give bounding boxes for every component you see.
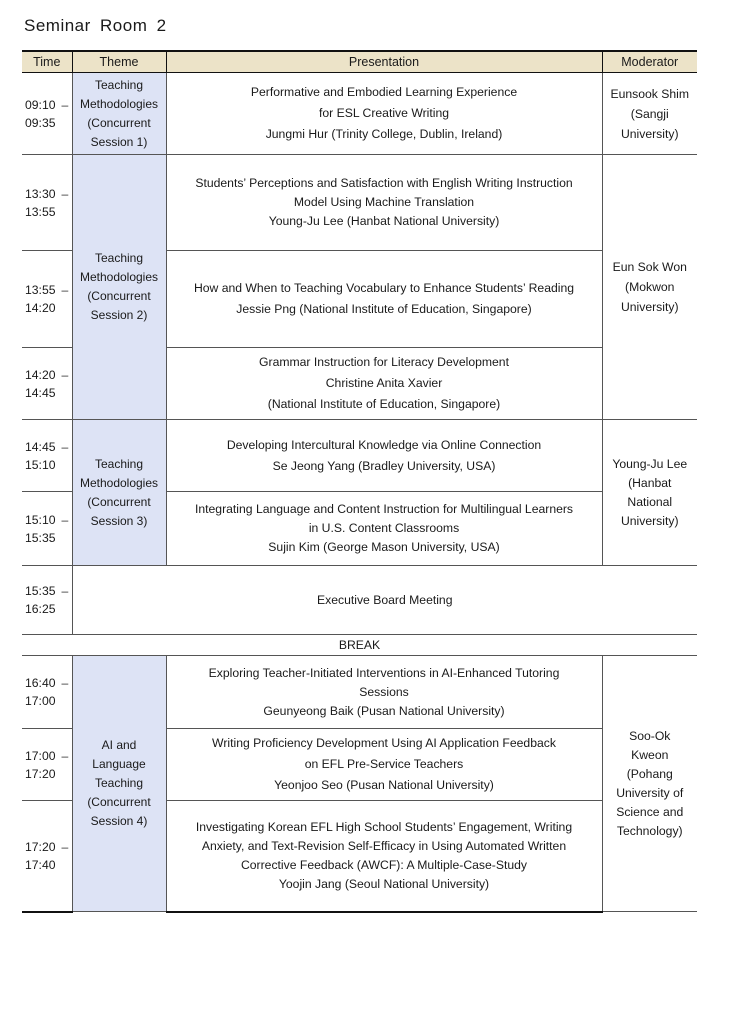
moderator-cell	[602, 73, 697, 155]
theme-line: Session 4)	[90, 814, 148, 828]
moderator-line: University of	[616, 785, 684, 800]
theme-line: Session 3)	[90, 513, 148, 528]
end-time: 09:35	[25, 115, 56, 130]
end-time: 14:20	[25, 301, 56, 315]
end-time: 17:40	[25, 857, 56, 872]
moderator-cell	[602, 155, 697, 420]
theme-line: Teaching	[94, 776, 144, 790]
presentation-title: Sessions	[359, 684, 409, 699]
time-cell: 09:10 – 09:35	[22, 73, 72, 155]
time-cell: 15:35 – 16:25	[22, 566, 72, 635]
time-cell: 13:55 – 14:20	[22, 251, 72, 348]
presenter: Geunyeong Baik (Pusan National University)	[263, 703, 505, 718]
presentation-title: Exploring Teacher-Initiated Interventions in AI-Enhanced Tutoring	[208, 665, 560, 680]
start-time: 17:00	[25, 748, 56, 763]
presentation-title: Investigating Korean EFL High School Students’ Engagement, Writing	[195, 819, 573, 834]
end-time: 15:35	[25, 530, 56, 545]
start-time: 15:35	[25, 584, 56, 598]
theme-line: Teaching	[94, 77, 144, 92]
presentation-title: Grammar Instruction for Literacy Development	[259, 355, 509, 369]
presentation-cell	[166, 155, 602, 251]
presenter: Yeonjoo Seo (Pusan National University)	[274, 778, 494, 792]
moderator-line: (Pohang	[626, 766, 673, 781]
presentation-title: for ESL Creative Writing	[318, 106, 450, 120]
presentation-cell	[166, 656, 602, 729]
theme-cell	[72, 656, 166, 912]
start-time: 14:45	[25, 439, 56, 454]
moderator-line: University)	[620, 126, 679, 141]
room-title: Seminar Room 2	[24, 16, 167, 35]
session-row	[22, 656, 697, 729]
schedule-table	[22, 50, 697, 913]
presentation-title: Performative and Embodied Learning Experience	[250, 85, 518, 99]
session-row	[22, 155, 697, 251]
presentation-title: How and When to Teaching Vocabulary to Enhance Students’ Reading	[193, 281, 575, 295]
presentation-title: Integrating Language and Content Instruction for Multilingual Learners	[194, 502, 574, 516]
theme-line: Session 1)	[90, 134, 148, 149]
presenter: Sujin Kim (George Mason University, USA)	[268, 540, 500, 554]
start-time: 17:20	[25, 839, 56, 854]
time-cell: 17:00 – 17:20	[22, 729, 72, 801]
theme-cell	[72, 73, 166, 155]
session-row	[22, 420, 697, 492]
theme-line: Methodologies	[79, 475, 159, 490]
start-time: 15:10	[25, 512, 56, 527]
end-time: 13:55	[25, 204, 56, 219]
time-cell: 13:30 – 13:55	[22, 155, 72, 251]
theme-line: (Concurrent	[87, 289, 151, 303]
start-time: 13:55	[25, 283, 56, 297]
presentation-cell	[166, 73, 602, 155]
presentation-cell	[166, 729, 602, 801]
presentation-title: Developing Intercultural Knowledge via Online Connection	[226, 437, 542, 452]
theme-line: (Concurrent	[87, 115, 151, 130]
presentation-title: Model Using Machine Translation	[293, 195, 475, 209]
presentation-title: in U.S. Content Classrooms	[308, 521, 460, 535]
end-time: 17:20	[25, 766, 56, 781]
start-time: 09:10	[25, 97, 56, 112]
presentation-title: Writing Proficiency Development Using AI Application Feedback	[212, 736, 556, 750]
moderator-line: University)	[620, 300, 679, 314]
header-row	[22, 51, 697, 73]
time-cell: 16:40 – 17:00	[22, 656, 72, 729]
presenter: Se Jeong Yang (Bradley University, USA)	[272, 458, 496, 473]
end-time: 15:10	[25, 457, 56, 472]
moderator-line: University)	[620, 513, 679, 528]
start-time: 13:30	[25, 186, 56, 201]
theme-line: Teaching	[94, 456, 144, 471]
moderator-line: Kweon	[631, 747, 669, 762]
presenter: Young-Ju Lee (Hanbat National University)	[268, 214, 500, 228]
break-row	[22, 635, 697, 656]
theme-line: Teaching	[94, 251, 144, 265]
end-time: 14:45	[25, 385, 56, 400]
theme-cell	[72, 155, 166, 420]
presentation-cell	[166, 492, 602, 566]
moderator-line: (Sangji	[630, 106, 669, 121]
moderator-line: (Mokwon	[625, 280, 675, 294]
moderator-line: Eun Sok Won	[612, 260, 687, 274]
theme-cell	[72, 420, 166, 566]
presentation-cell	[166, 251, 602, 348]
presenter: Christine Anita Xavier	[325, 376, 443, 390]
moderator-cell	[602, 420, 697, 566]
board-meeting-row	[22, 566, 697, 635]
moderator-cell	[602, 656, 697, 912]
moderator-line: (Hanbat	[628, 475, 672, 490]
presenter: Jessie Png (National Institute of Education, Singapore)	[236, 302, 532, 316]
presenter: Jungmi Hur (Trinity College, Dublin, Ireland)	[265, 127, 503, 141]
time-cell: 14:45 – 15:10	[22, 420, 72, 492]
theme-line: Methodologies	[79, 270, 159, 284]
theme-line: AI and	[101, 738, 137, 752]
moderator-line: Science and	[616, 804, 684, 819]
header-time: Time	[22, 51, 72, 73]
board-meeting-cell: Executive Board Meeting	[72, 566, 697, 635]
moderator-line: Young-Ju Lee	[612, 456, 688, 471]
theme-line: (Concurrent	[87, 494, 151, 509]
session-row	[22, 73, 697, 155]
moderator-line: Technology)	[616, 823, 683, 838]
moderator-line: Soo-Ok	[629, 728, 671, 743]
time-cell: 14:20 – 14:45	[22, 348, 72, 420]
theme-line: Language	[92, 757, 146, 771]
presentation-cell	[166, 420, 602, 492]
header-moderator: Moderator	[602, 51, 697, 73]
start-time: 14:20	[25, 367, 56, 382]
header-presentation: Presentation	[166, 51, 602, 73]
presentation-title: Students’ Perceptions and Satisfaction with English Writing Instruction	[195, 176, 573, 190]
end-time: 16:25	[25, 602, 56, 616]
end-time: 17:00	[25, 694, 56, 708]
header-theme: Theme	[72, 51, 166, 73]
presentation-title: on EFL Pre-Service Teachers	[304, 757, 464, 771]
moderator-line: Eunsook Shim	[610, 86, 690, 101]
time-cell: 17:20 – 17:40	[22, 801, 72, 912]
presenter: Yoojin Jang (Seoul National University)	[278, 876, 490, 891]
theme-line: Methodologies	[79, 96, 159, 111]
theme-line: Session 2)	[90, 308, 148, 322]
presenter-affiliation: (National Institute of Education, Singapore)	[267, 397, 501, 411]
presentation-cell	[166, 801, 602, 912]
presentation-title: Corrective Feedback (AWCF): A Multiple-Case-Study	[240, 857, 528, 872]
presentation-title: Anxiety, and Text-Revision Self-Efficacy in Using Automated Written	[201, 838, 567, 853]
theme-line: (Concurrent	[87, 795, 151, 809]
break-label: BREAK	[22, 635, 697, 656]
start-time: 16:40	[25, 676, 56, 690]
presentation-cell	[166, 348, 602, 420]
moderator-line: National	[627, 494, 673, 509]
time-cell: 15:10 – 15:35	[22, 492, 72, 566]
